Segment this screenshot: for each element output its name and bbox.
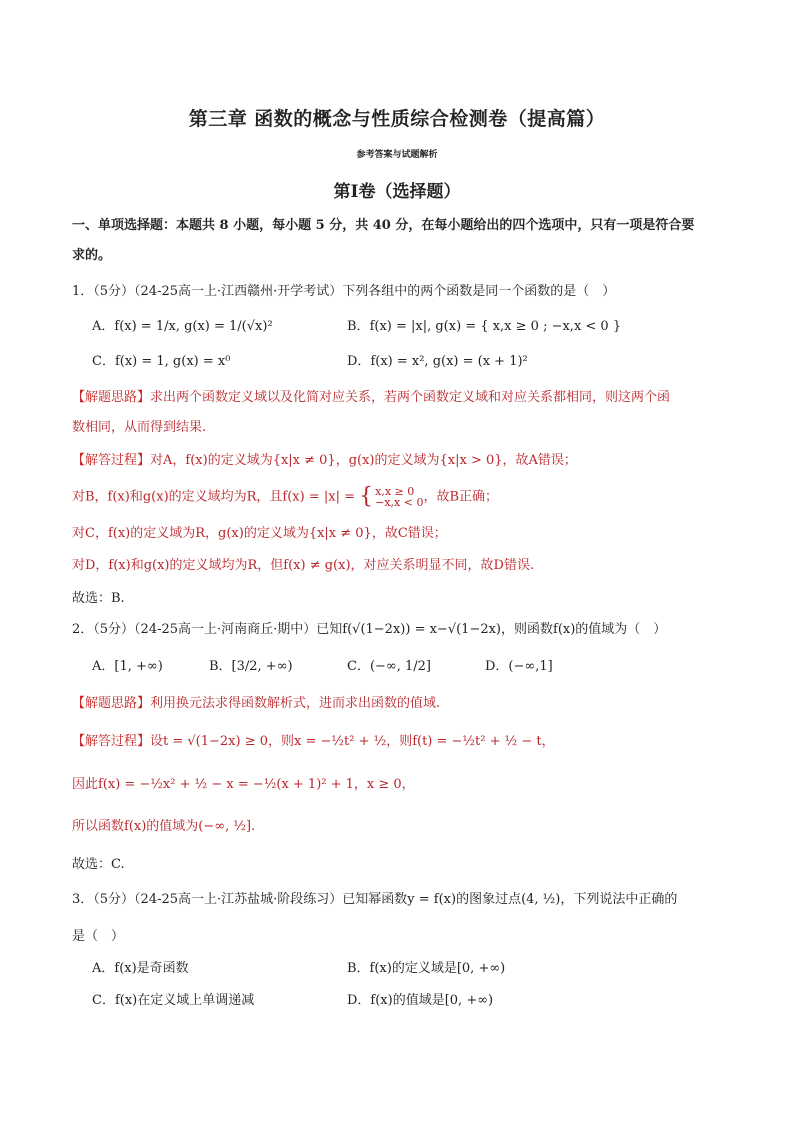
section-instruction-line2: 求的。 — [72, 248, 112, 263]
q1-option-c — [92, 352, 230, 372]
q2-process-3: 所以函数f(x)的值域为(−∞, ½]. — [72, 819, 256, 834]
page-subtitle: 参考答案与试题解析 — [356, 150, 438, 160]
q2-process-1: 设t = √(1−2x) ≥ 0，则x = −½t² + ½，则f(t) = −½t² + ½ − t， — [150, 734, 555, 749]
q2-stem: 2．（5分）（24-25高一上·河南商丘·期中）已知f(√(1−2x)) = x−√(1−2x)，则函数f(x)的值域为（ ） — [72, 622, 667, 637]
q1-option-b-text: f(x) = |x|, g(x) = { x,x ≥ 0 ; −x,x < 0 } — [369, 319, 622, 334]
q1-option-b — [347, 317, 621, 337]
q1-answer: 故选：B. — [72, 591, 125, 606]
q2-option-c: C．(−∞, 1/2] — [347, 659, 431, 674]
q1-option-d-prefix: D． — [347, 354, 371, 369]
q1-process-b-post: ，故B正确； — [423, 489, 499, 505]
q1-process-b-line — [72, 486, 498, 508]
q1-process-b-case1: x,x ≥ 0 — [375, 485, 415, 498]
q2-option-d: D．(−∞,1] — [485, 659, 553, 674]
q2-process-tag: 【解答过程】 — [72, 734, 151, 749]
q1-option-a — [92, 317, 273, 337]
q1-process-a: 对A，f(x)的定义域为{x|x ≠ 0}，g(x)的定义域为{x|x > 0}，故A错误； — [150, 453, 577, 468]
q1-stem: 1．（5分）（24-25高一上·江西赣州·开学考试）下列各组中的两个函数是同一个函数的是（ ） — [72, 284, 616, 299]
q1-process-b-case2: −x,x < 0 — [375, 496, 424, 509]
q1-process-c: 对C，f(x)的定义域为R，g(x)的定义域为{x|x ≠ 0}，故C错误； — [72, 526, 447, 541]
q1-process-b-pre: 对B，f(x)和g(x)的定义域均为R，且f(x) = |x| = — [72, 489, 360, 505]
q3-option-c: C．f(x)在定义域上单调递减 — [92, 993, 255, 1008]
q1-option-c-prefix: C． — [92, 354, 115, 369]
q1-idea-line1 — [72, 388, 670, 408]
q2-idea-line — [72, 694, 440, 714]
q2-option-b: B．[3/2, +∞) — [209, 659, 293, 674]
volume-heading: 第I卷（选择题） — [333, 182, 461, 202]
q2-process-2: 因此f(x) = −½x² + ½ − x = −½(x + 1)² + 1，x ≥ 0， — [72, 777, 415, 792]
q2-idea-tag: 【解题思路】 — [72, 696, 151, 711]
q1-idea-line2: 数相同，从而得到结果. — [72, 420, 207, 435]
q1-process-d: 对D，f(x)和g(x)的定义域均为R，但f(x) ≠ g(x)，对应关系明显不同，故D错误. — [72, 558, 535, 573]
q1-option-c-text: f(x) = 1, g(x) = x⁰ — [114, 354, 231, 369]
q1-option-b-prefix: B． — [347, 319, 370, 334]
q1-option-a-prefix: A． — [92, 319, 115, 334]
q2-answer: 故选：C. — [72, 857, 125, 872]
q1-process-b-cases — [375, 486, 423, 508]
q2-option-a: A．[1, +∞) — [92, 659, 163, 674]
q1-process-a-line — [72, 451, 577, 471]
q2-idea-text: 利用换元法求得函数解析式，进而求出函数的值域. — [150, 696, 441, 711]
q3-stem-line2: 是（ ） — [72, 929, 125, 944]
left-brace-icon: { — [359, 484, 374, 509]
q1-idea-tag: 【解题思路】 — [72, 390, 151, 405]
q1-option-d-text: f(x) = x², g(x) = (x + 1)² — [370, 354, 528, 369]
q3-option-b: B．f(x)的定义域是[0, +∞) — [347, 961, 506, 976]
q2-process-line1 — [72, 732, 555, 752]
q3-stem-line1: 3．（5分）（24-25高一上·江苏盐城·阶段练习）已知幂函数y = f(x)的图象过点(4, ½)，下列说法中正确的 — [72, 892, 678, 907]
q3-option-a: A．f(x)是奇函数 — [92, 961, 189, 976]
q1-process-tag: 【解答过程】 — [72, 453, 151, 468]
page-title: 第三章 函数的概念与性质综合检测卷（提高篇） — [188, 108, 606, 130]
q1-idea-text1: 求出两个函数定义域以及化简对应关系，若两个函数定义域和对应关系都相同，则这两个函 — [150, 390, 671, 405]
q1-option-d — [347, 352, 528, 372]
section-instruction-line1: 一、单项选择题：本题共 8 小题，每小题 5 分，共 40 分，在每小题给出的四个选项中，只有一项是符合要 — [72, 218, 695, 233]
q3-option-d: D．f(x)的值域是[0, +∞) — [347, 993, 494, 1008]
q1-option-a-text: f(x) = 1/x, g(x) = 1/(√x)² — [114, 319, 273, 334]
